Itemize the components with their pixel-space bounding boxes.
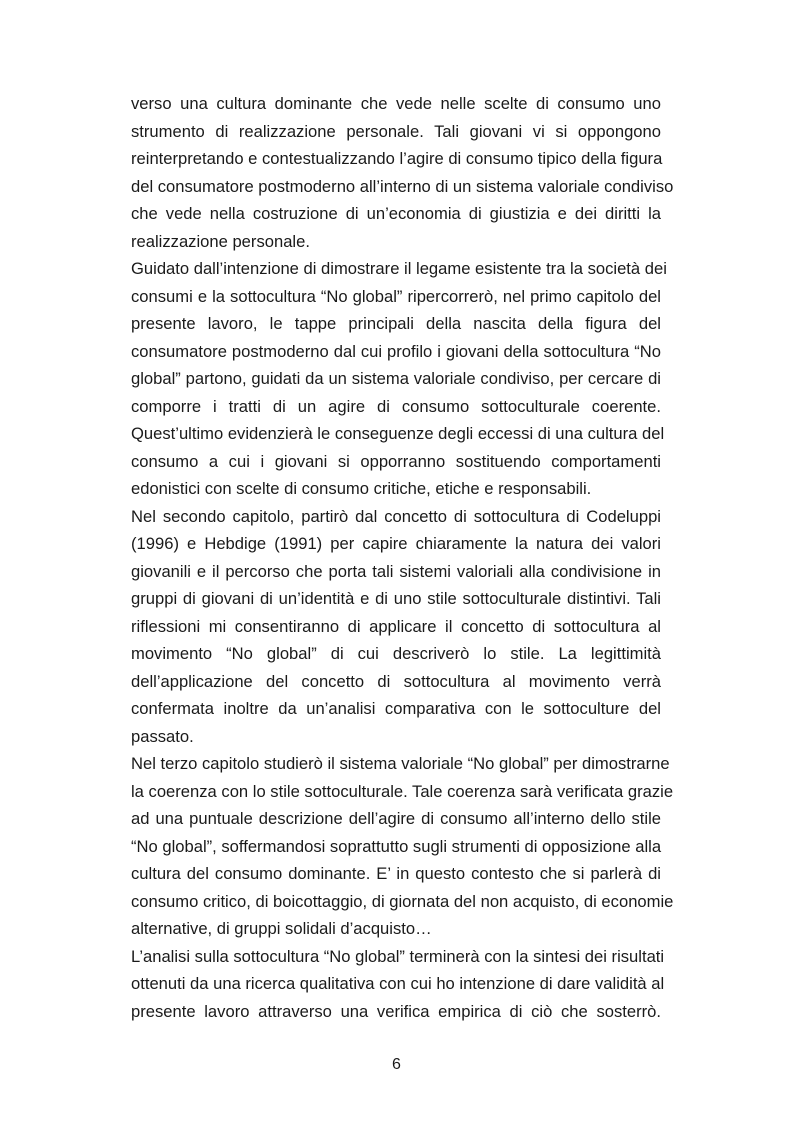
text-line: L’analisi sulla sottocultura “No global” terminerà con la sintesi dei risultati <box>131 946 665 966</box>
text-line: che vede nella costruzione di un’economia di giustizia e dei diritti la <box>131 204 661 223</box>
text-line: ottenuti da una ricerca qualitativa con cui ho intenzione di dare validità al <box>131 974 665 993</box>
text-line: verso una cultura dominante che vede nelle scelte di consumo uno <box>131 94 661 113</box>
text-line: strumento di realizzazione personale. Tali giovani vi si oppongono <box>131 121 661 141</box>
text-line: Quest’ultimo evidenzierà le conseguenze degli eccessi di una cultura del <box>131 424 665 443</box>
text-line: riflessioni mi consentiranno di applicare il concetto di sottocultura al <box>131 616 661 636</box>
text-line: dell’applicazione del concetto di sottocultura al movimento verrà <box>131 671 661 691</box>
text-line: (1996) e Hebdige (1991) per capire chiaramente la natura dei valori <box>131 534 661 553</box>
paragraph <box>131 943 665 1026</box>
text-line: consumo critico, di boicottaggio, di giornata del non acquisto, di economie <box>131 891 674 911</box>
paragraph <box>131 255 667 503</box>
text-line: presente lavoro, le tappe principali della nascita della figura del <box>131 314 661 333</box>
text-line: del consumatore postmoderno all’interno di un sistema valoriale condiviso <box>131 176 674 196</box>
page-number: 6 <box>392 1056 401 1073</box>
body-text <box>131 90 674 1025</box>
text-line: ad una puntuale descrizione dell’agire di consumo all’interno dello stile <box>131 809 661 828</box>
text-line: gruppi di giovani di un’identità e di uno stile sottoculturale distintivi. Tali <box>131 589 661 608</box>
text-line: consumi e la sottocultura “No global” ripercorrerò, nel primo capitolo del <box>131 286 661 306</box>
text-line: giovanili e il percorso che porta tali sistemi valoriali alla condivisione in <box>131 561 661 581</box>
text-line: comporre i tratti di un agire di consumo sottoculturale coerente. <box>131 396 661 416</box>
text-line: cultura del consumo dominante. E’ in questo contesto che si parlerà di <box>131 864 661 883</box>
text-line: realizzazione personale. <box>131 231 310 251</box>
paragraph <box>131 503 661 751</box>
text-line: movimento “No global” di cui descriverò lo stile. La legittimità <box>131 644 661 663</box>
text-line: reinterpretando e contestualizzando l’agire di consumo tipico della figura <box>131 149 663 168</box>
text-line: consumatore postmoderno dal cui profilo i giovani della sottocultura “No <box>131 341 661 361</box>
text-line: la coerenza con lo stile sottoculturale. Tale coerenza sarà verificata grazie <box>131 781 674 801</box>
text-line: presente lavoro attraverso una verifica empirica di ciò che sosterrò. <box>131 1001 661 1021</box>
paragraph <box>131 750 674 943</box>
text-line: Nel terzo capitolo studierò il sistema valoriale “No global” per dimostrarne <box>131 754 670 773</box>
text-line: global” partono, guidati da un sistema valoriale condiviso, per cercare di <box>131 369 661 388</box>
text-line: Guidato dall’intenzione di dimostrare il legame esistente tra la società dei <box>131 259 667 278</box>
text-line: “No global”, soffermandosi soprattutto sugli strumenti di opposizione alla <box>131 836 662 856</box>
text-line: consumo a cui i giovani si opporranno sostituendo comportamenti <box>131 451 661 471</box>
paragraph <box>131 90 674 255</box>
text-line: confermata inoltre da un’analisi comparativa con le sottoculture del <box>131 699 661 718</box>
text-line: alternative, di gruppi solidali d’acquisto… <box>131 919 432 938</box>
text-line: passato. <box>131 726 194 746</box>
text-line: Nel secondo capitolo, partirò dal concetto di sottocultura di Codeluppi <box>131 506 661 526</box>
text-line: edonistici con scelte di consumo critiche, etiche e responsabili. <box>131 479 592 498</box>
